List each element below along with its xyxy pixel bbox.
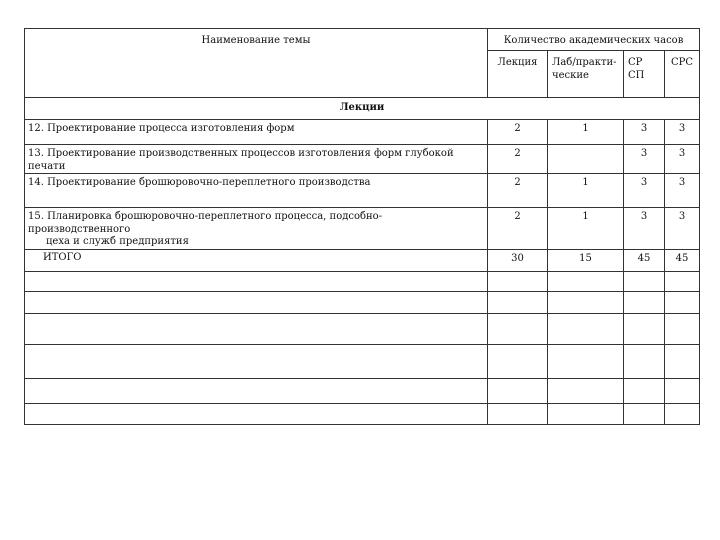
- lab-col-header: Лаб/практи-ческие: [548, 51, 624, 98]
- srs-col-header: СРС: [665, 51, 700, 98]
- srs-cell: 3: [665, 174, 700, 208]
- lecture-cell: 2: [488, 145, 548, 174]
- sr-cell: 3: [624, 145, 665, 174]
- total-srs: 45: [665, 249, 700, 271]
- sr-cell: 3: [624, 120, 665, 145]
- empty-row: [25, 344, 700, 378]
- section-title: Лекции: [25, 98, 700, 120]
- empty-row: [25, 378, 700, 403]
- table-row: [25, 145, 700, 174]
- table-row: [25, 120, 700, 145]
- study-plan-table: [24, 28, 700, 425]
- lab-cell: 1: [548, 174, 624, 208]
- total-sr: 45: [624, 249, 665, 271]
- hours-header: Количество академических часов: [488, 29, 700, 51]
- table-row: [25, 208, 700, 250]
- sr-cell: 3: [624, 208, 665, 250]
- topic-cell: 14. Проектирование брошюровочно-переплетного производства: [25, 174, 488, 208]
- lecture-col-header: Лекция: [488, 51, 548, 98]
- total-lecture: 30: [488, 249, 548, 271]
- lecture-cell: 2: [488, 174, 548, 208]
- section-row: [25, 98, 700, 120]
- topic-line-1: 15. Планировка брошюровочно-переплетного процесса, подсобно-производственного: [28, 211, 383, 235]
- topic-header: Наименование темы: [25, 29, 488, 98]
- sr-col-header: СР СП: [624, 51, 665, 98]
- lecture-cell: 2: [488, 120, 548, 145]
- header-row-1: [25, 29, 700, 51]
- topic-cell: 13. Проектирование производственных процессов изготовления форм глубокой печати: [25, 145, 488, 174]
- empty-row: [25, 313, 700, 344]
- topic-cell: 12. Проектирование процесса изготовления форм: [25, 120, 488, 145]
- empty-row: [25, 403, 700, 424]
- empty-row: [25, 291, 700, 313]
- topic-line-2: цеха и служб предприятия: [46, 236, 189, 247]
- total-label: ИТОГО: [25, 249, 488, 271]
- total-row: [25, 249, 700, 271]
- lecture-cell: 2: [488, 208, 548, 250]
- srs-cell: 3: [665, 145, 700, 174]
- lab-cell: 1: [548, 120, 624, 145]
- srs-cell: 3: [665, 208, 700, 250]
- sr-cell: 3: [624, 174, 665, 208]
- empty-row: [25, 271, 700, 291]
- srs-cell: 3: [665, 120, 700, 145]
- total-lab: 15: [548, 249, 624, 271]
- lab-cell: [548, 145, 624, 174]
- table-row: [25, 174, 700, 208]
- topic-cell: [25, 208, 488, 250]
- lab-cell: 1: [548, 208, 624, 250]
